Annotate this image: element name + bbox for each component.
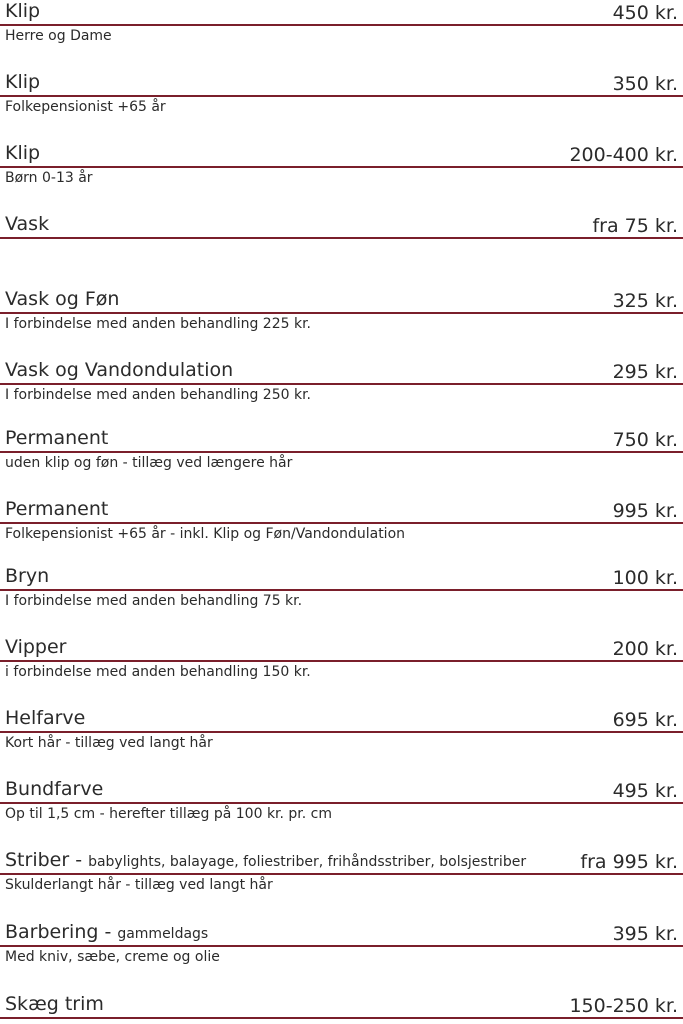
price-item [0,427,683,472]
service-name [5,636,72,660]
service-title: Helfarve [5,707,86,729]
service-note: I forbindelse med anden behandling 225 kr. [5,316,311,332]
service-name [5,142,46,166]
service-name [5,213,55,237]
price-row [0,921,683,947]
price-row [0,288,683,314]
service-title: Permanent [5,427,109,449]
service-name [5,921,208,945]
service-note: uden klip og føn - tillæg ved længere hår [5,455,293,471]
service-price: 995 kr. [612,500,678,522]
price-row [0,778,683,804]
service-name [5,778,109,802]
service-note: Folkepensionist +65 år - inkl. Klip og Føn/Vandondulation [5,526,406,542]
service-title: Bundfarve [5,778,104,800]
service-title: Barbering - [5,921,112,943]
service-extra: gammeldags [117,926,209,942]
service-price: 295 kr. [612,361,678,383]
price-row [0,498,683,524]
service-note: Kort hår - tillæg ved langt hår [5,735,213,751]
price-item [0,636,683,681]
service-title: Klip [5,142,41,164]
service-name [5,498,114,522]
service-note: I forbindelse med anden behandling 250 kr. [5,387,311,403]
price-item [0,213,683,240]
price-row [0,849,683,875]
service-note: Herre og Dame [5,28,112,44]
price-row [0,359,683,385]
service-name [5,71,46,95]
service-price: 200-400 kr. [569,144,678,166]
service-price: 450 kr. [612,2,678,24]
service-extra: babylights, balayage, foliestriber, frihåndsstriber, bolsjestriber [88,854,527,870]
service-name [5,0,46,24]
service-price: 100 kr. [612,567,678,589]
service-price: 325 kr. [612,290,678,312]
service-title: Vask og Føn [5,288,120,310]
service-title: Vipper [5,636,67,658]
service-price: fra 75 kr. [592,215,678,237]
price-item [0,565,683,610]
service-note: Folkepensionist +65 år [5,99,166,115]
service-note: Op til 1,5 cm - herefter tillæg på 100 kr. pr. cm [5,806,333,822]
price-item [0,778,683,823]
service-name [5,288,125,312]
service-name [5,849,526,873]
service-price: 695 kr. [612,709,678,731]
service-name [5,565,55,589]
price-row [0,213,683,239]
price-row [0,142,683,168]
price-item [0,498,683,543]
price-row [0,707,683,733]
service-name [5,427,114,451]
price-item [0,142,683,187]
service-price: 150-250 kr. [569,995,678,1017]
price-item [0,707,683,752]
service-note: i forbindelse med anden behandling 150 kr. [5,664,311,680]
price-row [0,565,683,591]
service-price: fra 995 kr. [580,851,678,873]
service-price: 200 kr. [612,638,678,660]
service-title: Bryn [5,565,50,587]
price-row [0,0,683,26]
service-note: Børn 0-13 år [5,170,93,186]
service-note: Med kniv, sæbe, creme og olie [5,949,220,965]
price-item [0,0,683,45]
service-price: 750 kr. [612,429,678,451]
service-title: Skæg trim [5,993,104,1015]
service-title: Klip [5,0,41,22]
price-item [0,849,683,894]
service-price: 395 kr. [612,923,678,945]
service-note: I forbindelse med anden behandling 75 kr. [5,593,303,609]
service-title: Vask [5,213,50,235]
service-title: Striber - [5,849,83,871]
service-price: 350 kr. [612,73,678,95]
price-row [0,636,683,662]
price-item [0,359,683,404]
service-price: 495 kr. [612,780,678,802]
service-name [5,359,239,383]
service-name [5,993,110,1017]
service-title: Vask og Vandondulation [5,359,234,381]
price-row [0,427,683,453]
price-item [0,921,683,966]
service-note: Skulderlangt hår - tillæg ved langt hår [5,877,273,893]
service-title: Klip [5,71,41,93]
price-row [0,993,683,1019]
service-name [5,707,91,731]
price-item [0,288,683,333]
price-row [0,71,683,97]
service-title: Permanent [5,498,109,520]
price-item [0,993,683,1020]
price-item [0,71,683,116]
